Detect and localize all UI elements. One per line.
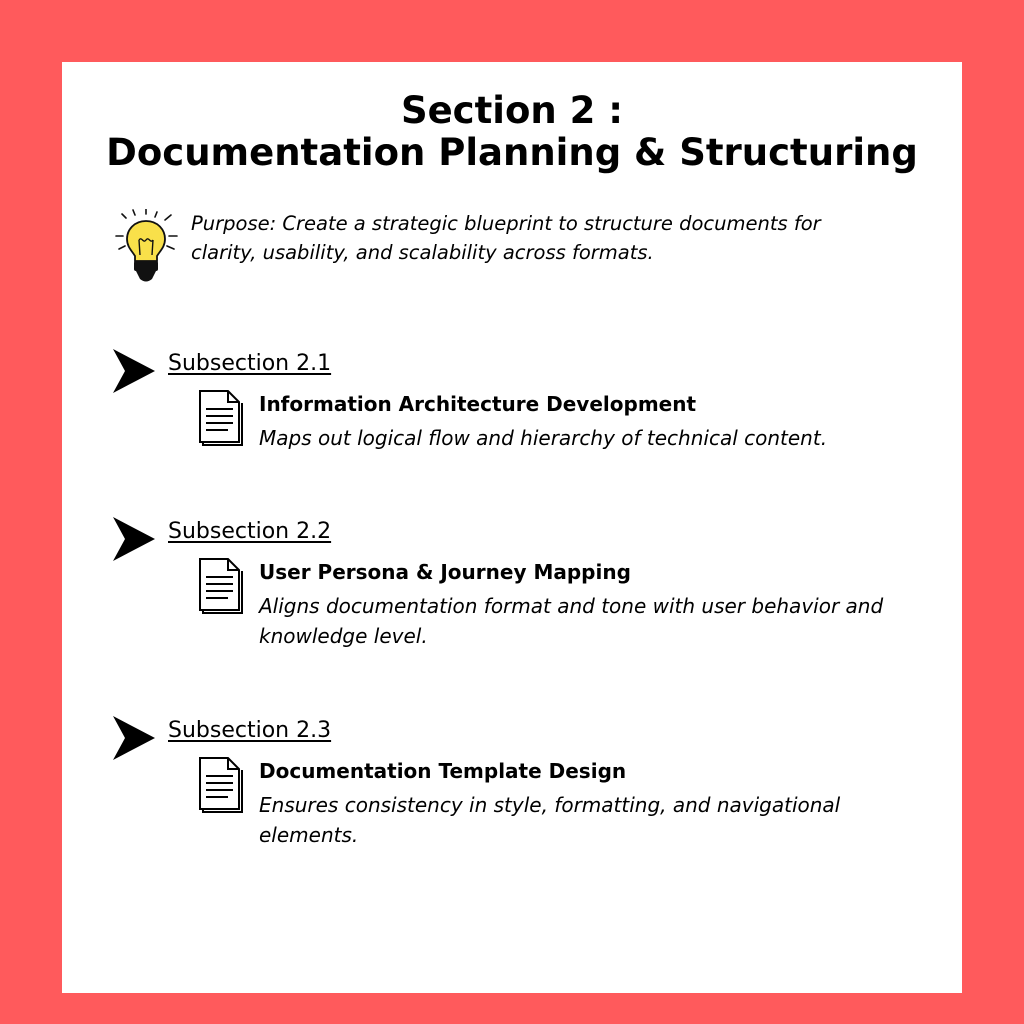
subsection-description: Ensures consistency in style, formatting, and navigational elements. bbox=[259, 793, 841, 847]
subsection-heading: Subsection 2.1 bbox=[168, 351, 332, 376]
arrow-icon bbox=[113, 517, 155, 561]
arrow-icon bbox=[113, 349, 155, 393]
subsection-2-1 bbox=[62, 349, 962, 489]
document-icon bbox=[198, 557, 244, 615]
title-line-2: Documentation Planning & Structuring bbox=[106, 131, 918, 174]
document-icon bbox=[198, 756, 244, 814]
purpose-text: Purpose: Create a strategic blueprint to structure documents for clarity, usability, and scalability across formats. bbox=[191, 212, 821, 264]
subsection-description: Maps out logical flow and hierarchy of technical content. bbox=[259, 426, 828, 450]
arrow-icon bbox=[113, 716, 155, 760]
content-card bbox=[62, 62, 962, 993]
subsection-title: Documentation Template Design bbox=[259, 759, 627, 783]
subsection-description: Aligns documentation format and tone with user behavior and knowledge level. bbox=[259, 594, 884, 648]
subsection-heading: Subsection 2.2 bbox=[168, 519, 332, 544]
subsection-2-2 bbox=[62, 517, 962, 657]
title-line-1: Section 2 : bbox=[400, 89, 624, 132]
subsection-2-3 bbox=[62, 716, 962, 856]
subsection-title: User Persona & Journey Mapping bbox=[259, 560, 631, 584]
subsection-heading: Subsection 2.3 bbox=[168, 718, 332, 743]
lightbulb-icon bbox=[113, 209, 181, 285]
subsection-title: Information Architecture Development bbox=[259, 392, 697, 416]
page-title bbox=[62, 90, 962, 174]
document-icon bbox=[198, 389, 244, 447]
